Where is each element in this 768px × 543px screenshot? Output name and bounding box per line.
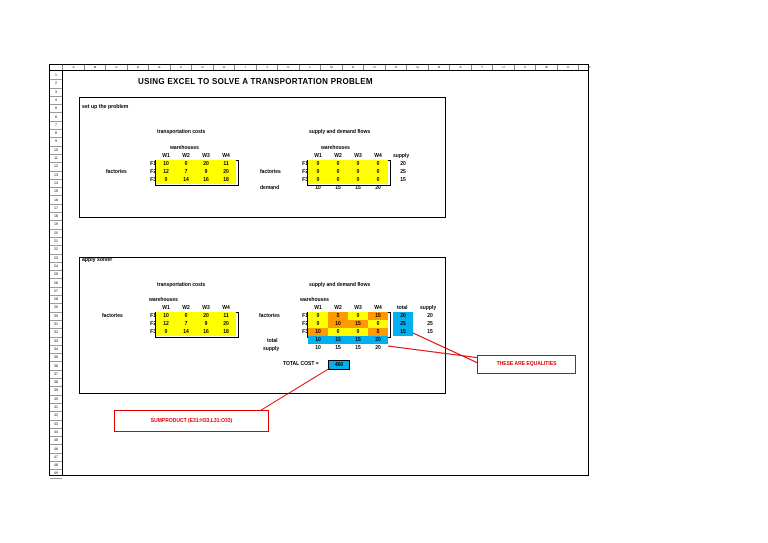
solver-flows-warehouses-label: warehouses xyxy=(300,297,329,303)
row-header[interactable]: 44 xyxy=(50,428,62,437)
row-header[interactable]: 33 xyxy=(50,337,62,346)
column-header[interactable]: C xyxy=(105,65,127,70)
column-header[interactable]: Q xyxy=(406,65,428,70)
solver-costs-cell[interactable]: 10 xyxy=(156,312,176,320)
solver-flows-cell[interactable]: 0 xyxy=(308,312,328,320)
solver-supply-col-header: supply xyxy=(420,305,437,311)
setup-flows-cell[interactable]: 0 xyxy=(308,160,328,168)
column-header[interactable]: L xyxy=(299,65,321,70)
row-header[interactable]: 11 xyxy=(50,154,62,163)
solver-flows-cell[interactable]: 15 xyxy=(368,312,388,320)
setup-costs-col-header: W1 xyxy=(162,153,170,159)
setup-costs-cell[interactable]: 14 xyxy=(176,176,196,184)
solver-section-label: apply solver xyxy=(82,257,113,263)
setup-demand-cell[interactable]: 20 xyxy=(375,185,381,191)
row-header[interactable]: 25 xyxy=(50,270,62,279)
solver-costs-cell[interactable]: 0 xyxy=(176,312,196,320)
setup-flows-cell[interactable]: 0 xyxy=(368,176,388,184)
solver-flows-cell[interactable]: 0 xyxy=(308,320,328,328)
solver-flows-col-header: W2 xyxy=(334,305,342,311)
column-header[interactable]: V xyxy=(514,65,536,70)
setup-costs-row-header: F1 xyxy=(150,161,156,167)
row-header[interactable]: 45 xyxy=(50,436,62,445)
solver-supply-row-label: supply xyxy=(263,346,280,352)
column-header[interactable]: N xyxy=(342,65,364,70)
solver-costs-cell[interactable]: 0 xyxy=(156,328,176,336)
setup-flows-cell[interactable]: 0 xyxy=(308,176,328,184)
setup-flows-row-header: F2 xyxy=(302,169,308,175)
row-header[interactable]: 21 xyxy=(50,237,62,246)
column-header[interactable]: W xyxy=(535,65,557,70)
setup-supply-cell[interactable]: 20 xyxy=(400,161,406,167)
solver-costs-cell[interactable]: 14 xyxy=(176,328,196,336)
setup-costs-factories-label: factories xyxy=(106,169,127,175)
setup-costs-cell[interactable]: 10 xyxy=(156,160,176,168)
row-header[interactable]: 47 xyxy=(50,453,62,462)
setup-costs-cell[interactable]: 12 xyxy=(156,168,176,176)
column-header[interactable]: B xyxy=(84,65,106,70)
row-header[interactable]: 38 xyxy=(50,378,62,387)
setup-demand-label: demand xyxy=(260,185,280,191)
total-cost-value[interactable]: 460 xyxy=(328,360,350,370)
solver-supply-cell[interactable]: 25 xyxy=(427,321,433,327)
solver-costs-cell[interactable]: 11 xyxy=(216,312,236,320)
setup-supply-cell[interactable]: 15 xyxy=(400,177,406,183)
column-header[interactable]: I xyxy=(234,65,256,70)
setup-costs-cell[interactable]: 7 xyxy=(176,168,196,176)
setup-flows-cell[interactable]: 0 xyxy=(328,160,348,168)
setup-flows-cell[interactable]: 0 xyxy=(328,168,348,176)
solver-costs-cell[interactable]: 18 xyxy=(216,328,236,336)
row-header[interactable]: 20 xyxy=(50,229,62,238)
row-header[interactable]: 34 xyxy=(50,345,62,354)
solver-supply-row-cell[interactable]: 10 xyxy=(315,345,321,351)
total-cost-label: TOTAL COST = xyxy=(283,361,319,367)
row-header[interactable]: 16 xyxy=(50,196,62,205)
setup-demand-cell[interactable]: 10 xyxy=(315,185,321,191)
setup-flows-col-header: W3 xyxy=(354,153,362,159)
solver-costs-col-header: W3 xyxy=(202,305,210,311)
row-header[interactable]: 14 xyxy=(50,179,62,188)
sheet-title: USING EXCEL TO SOLVE A TRANSPORTATION PROBLEM xyxy=(138,77,373,86)
solver-flows-col-header: W3 xyxy=(354,305,362,311)
row-header[interactable]: 48 xyxy=(50,461,62,470)
column-header[interactable]: H xyxy=(213,65,235,70)
row-header[interactable]: 19 xyxy=(50,220,62,229)
row-header[interactable]: 49 xyxy=(50,469,62,478)
setup-costs-col-header: W4 xyxy=(222,153,230,159)
row-header[interactable]: 2 xyxy=(50,79,62,88)
setup-supply-header: supply xyxy=(393,153,410,159)
row-header[interactable]: 41 xyxy=(50,403,62,412)
solver-costs-row-header: F3 xyxy=(150,329,156,335)
row-header[interactable]: 17 xyxy=(50,204,62,213)
row-header[interactable]: 3 xyxy=(50,88,62,97)
row-header[interactable]: 31 xyxy=(50,320,62,329)
row-header[interactable]: 4 xyxy=(50,96,62,105)
row-header[interactable]: 24 xyxy=(50,262,62,271)
solver-row-total-cell[interactable]: 15 xyxy=(393,328,413,336)
setup-flows-factories-label: factories xyxy=(260,169,281,175)
solver-costs-cell[interactable]: 12 xyxy=(156,320,176,328)
solver-supply-cell[interactable]: 20 xyxy=(427,313,433,319)
column-header[interactable]: Y xyxy=(578,65,600,70)
row-header[interactable]: 22 xyxy=(50,245,62,254)
solver-costs-col-header: W2 xyxy=(182,305,190,311)
solver-row-total-cell[interactable]: 25 xyxy=(393,320,413,328)
setup-flows-title: supply and demand flows xyxy=(309,129,371,135)
setup-flows-cell[interactable]: 0 xyxy=(308,168,328,176)
solver-supply-row-cell[interactable]: 15 xyxy=(335,345,341,351)
row-header[interactable]: 1 xyxy=(50,71,62,80)
setup-costs-row-header: F2 xyxy=(150,169,156,175)
row-header[interactable]: 6 xyxy=(50,113,62,122)
solver-col-total-cell[interactable]: 20 xyxy=(368,336,388,344)
row-header[interactable]: 29 xyxy=(50,303,62,312)
setup-costs-cell[interactable]: 20 xyxy=(216,168,236,176)
column-header[interactable]: J xyxy=(256,65,278,70)
setup-flows-cell[interactable]: 0 xyxy=(348,160,368,168)
row-header[interactable]: 13 xyxy=(50,171,62,180)
setup-section-label: set up the problem xyxy=(82,104,129,110)
solver-flows-row-header: F2 xyxy=(302,321,308,327)
setup-costs-col-header: W3 xyxy=(202,153,210,159)
column-header[interactable]: T xyxy=(471,65,493,70)
solver-flows-col-header: W1 xyxy=(314,305,322,311)
row-header[interactable]: 43 xyxy=(50,420,62,429)
solver-flows-cell[interactable]: 15 xyxy=(348,320,368,328)
solver-costs-cell[interactable]: 20 xyxy=(216,320,236,328)
setup-costs-title: transportation costs xyxy=(157,129,206,135)
solver-col-total-cell[interactable]: 10 xyxy=(308,336,328,344)
row-header[interactable]: 42 xyxy=(50,411,62,420)
solver-costs-row-header: F2 xyxy=(150,321,156,327)
solver-total-col-header: total xyxy=(397,305,408,311)
setup-flows-cell[interactable]: 0 xyxy=(368,168,388,176)
setup-costs-cell[interactable]: 9 xyxy=(196,168,216,176)
setup-costs-cell[interactable]: 16 xyxy=(196,176,216,184)
setup-flows-warehouses-label: warehouses xyxy=(321,145,350,151)
solver-costs-col-header: W4 xyxy=(222,305,230,311)
column-header[interactable]: U xyxy=(492,65,514,70)
setup-flows-cell[interactable]: 0 xyxy=(348,168,368,176)
solver-flows-cell[interactable]: 0 xyxy=(368,320,388,328)
solver-costs-row-header: F1 xyxy=(150,313,156,319)
solver-flows-row-header: F1 xyxy=(302,313,308,319)
column-header[interactable]: M xyxy=(320,65,342,70)
solver-costs-title: transportation costs xyxy=(157,282,206,288)
setup-flows-col-header: W4 xyxy=(374,153,382,159)
solver-costs-cell[interactable]: 7 xyxy=(176,320,196,328)
setup-flows-row-header: F1 xyxy=(302,161,308,167)
row-header[interactable]: 27 xyxy=(50,287,62,296)
solver-flows-cell[interactable]: 5 xyxy=(368,328,388,336)
row-header[interactable]: 12 xyxy=(50,162,62,171)
setup-demand-cell[interactable]: 15 xyxy=(335,185,341,191)
setup-costs-col-header: W2 xyxy=(182,153,190,159)
setup-costs-cell[interactable]: 0 xyxy=(156,176,176,184)
setup-costs-cell[interactable]: 18 xyxy=(216,176,236,184)
solver-flows-cell[interactable]: 0 xyxy=(348,328,368,336)
row-header[interactable]: 18 xyxy=(50,212,62,221)
solver-flows-row-header: F3 xyxy=(302,329,308,335)
column-header[interactable]: X xyxy=(557,65,579,70)
solver-flows-factories-label: factories xyxy=(259,313,280,319)
solver-flows-cell[interactable]: 10 xyxy=(308,328,328,336)
solver-flows-title: supply and demand flows xyxy=(309,282,371,288)
row-header[interactable]: 26 xyxy=(50,279,62,288)
column-header[interactable]: A xyxy=(62,65,84,70)
column-header[interactable]: G xyxy=(191,65,213,70)
row-header[interactable]: 28 xyxy=(50,295,62,304)
column-header[interactable]: F xyxy=(170,65,192,70)
solver-costs-cell[interactable]: 9 xyxy=(196,320,216,328)
setup-flows-col-header: W1 xyxy=(314,153,322,159)
row-header[interactable]: 39 xyxy=(50,386,62,395)
setup-flows-cell[interactable]: 0 xyxy=(368,160,388,168)
solver-costs-cell[interactable]: 20 xyxy=(196,312,216,320)
column-header[interactable]: D xyxy=(127,65,149,70)
row-header[interactable]: 37 xyxy=(50,370,62,379)
solver-costs-warehouses-label: warehouses xyxy=(149,297,178,303)
column-header[interactable]: S xyxy=(449,65,471,70)
solver-flows-cell[interactable]: 0 xyxy=(348,312,368,320)
setup-costs-cell[interactable]: 20 xyxy=(196,160,216,168)
setup-demand-cell[interactable]: 15 xyxy=(355,185,361,191)
setup-flows-row-header: F3 xyxy=(302,177,308,183)
row-header[interactable]: 15 xyxy=(50,187,62,196)
solver-col-total-cell[interactable]: 15 xyxy=(328,336,348,344)
solver-col-total-cell[interactable]: 15 xyxy=(348,336,368,344)
solver-flows-cell[interactable]: 0 xyxy=(328,328,348,336)
solver-costs-col-header: W1 xyxy=(162,305,170,311)
solver-flows-col-header: W4 xyxy=(374,305,382,311)
row-header[interactable]: 46 xyxy=(50,445,62,454)
setup-flows-cell[interactable]: 0 xyxy=(348,176,368,184)
setup-flows-col-header: W2 xyxy=(334,153,342,159)
row-header[interactable]: 7 xyxy=(50,121,62,130)
solver-costs-cell[interactable]: 16 xyxy=(196,328,216,336)
solver-flows-cell[interactable]: 10 xyxy=(328,320,348,328)
setup-costs-warehouses-label: warehouses xyxy=(170,145,199,151)
setup-costs-cell[interactable]: 0 xyxy=(176,160,196,168)
solver-costs-factories-label: factories xyxy=(102,313,123,319)
column-header[interactable]: O xyxy=(363,65,385,70)
solver-flows-cell[interactable]: 5 xyxy=(328,312,348,320)
setup-flows-cell[interactable]: 0 xyxy=(328,176,348,184)
row-header[interactable]: 10 xyxy=(50,146,62,155)
setup-supply-cell[interactable]: 25 xyxy=(400,169,406,175)
column-header[interactable]: K xyxy=(277,65,299,70)
solver-supply-row-cell[interactable]: 20 xyxy=(375,345,381,351)
column-header[interactable]: R xyxy=(428,65,450,70)
row-header[interactable]: 36 xyxy=(50,362,62,371)
setup-costs-row-header: F3 xyxy=(150,177,156,183)
setup-costs-cell[interactable]: 11 xyxy=(216,160,236,168)
column-header[interactable]: E xyxy=(148,65,170,70)
solver-total-row-label: total xyxy=(267,338,278,344)
row-header[interactable]: 23 xyxy=(50,254,62,263)
equalities-callout: THESE ARE EQUALITIES xyxy=(477,355,576,374)
row-header[interactable]: 40 xyxy=(50,395,62,404)
solver-supply-row-cell[interactable]: 15 xyxy=(355,345,361,351)
row-header[interactable]: 35 xyxy=(50,353,62,362)
solver-row-total-cell[interactable]: 20 xyxy=(393,312,413,320)
row-header[interactable]: 32 xyxy=(50,328,62,337)
row-header[interactable]: 5 xyxy=(50,104,62,113)
sumproduct-callout: SUMPRODUCT (E31:H33,L31:O33) xyxy=(114,410,269,432)
row-header[interactable]: 8 xyxy=(50,129,62,138)
row-header[interactable]: 9 xyxy=(50,137,62,146)
column-header[interactable]: P xyxy=(385,65,407,70)
solver-supply-cell[interactable]: 15 xyxy=(427,329,433,335)
row-header[interactable]: 30 xyxy=(50,312,62,321)
